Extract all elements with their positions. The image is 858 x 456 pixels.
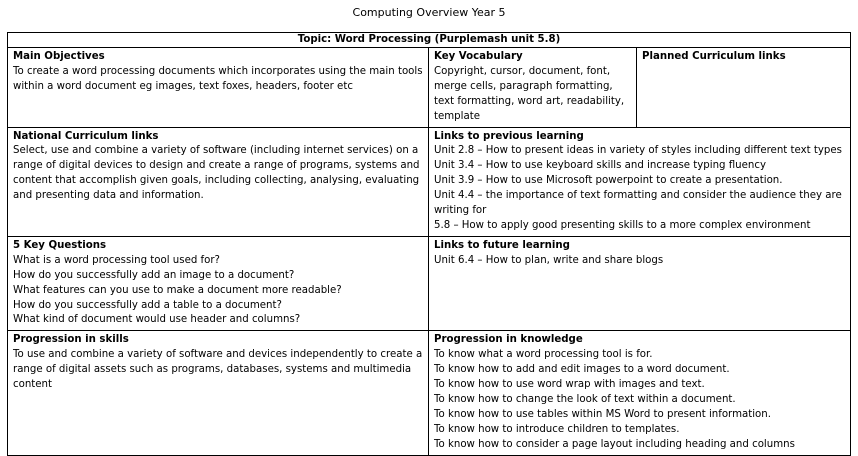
- key-questions-heading: 5 Key Questions: [13, 239, 107, 251]
- key-questions-cell: [8, 236, 429, 330]
- future-learning-cell: [429, 236, 851, 330]
- national-curriculum-cell: [8, 127, 429, 236]
- future-learning-item: Unit 6.4 – How to plan, write and share blogs: [434, 254, 664, 266]
- overview-table: [7, 32, 851, 456]
- progression-knowledge-cell: [429, 331, 851, 455]
- key-question-item: How do you successfully add an image to a document?: [13, 269, 295, 281]
- key-question-item: What features can you use to make a document more readable?: [13, 284, 342, 296]
- progression-row: [8, 331, 851, 455]
- previous-learning-heading: Links to previous learning: [434, 130, 584, 142]
- knowledge-item: To know how to introduce children to templates.: [434, 423, 680, 435]
- planned-curriculum-heading: Planned Curriculum links: [642, 51, 786, 62]
- main-objectives-text: To create a word processing documents which incorporates using the main tools within a word document eg images, text foxes, headers, footer etc: [13, 65, 423, 92]
- key-vocabulary-heading: Key Vocabulary: [434, 51, 523, 62]
- knowledge-item: To know how to add and edit images to a word document.: [434, 364, 730, 376]
- planned-curriculum-cell: [637, 48, 851, 128]
- key-vocabulary-cell: [429, 48, 637, 128]
- objectives-row: [8, 48, 851, 128]
- document-title: Computing Overview Year 5: [352, 6, 506, 19]
- knowledge-item: To know what a word processing tool is for.: [434, 349, 653, 361]
- future-learning-heading: Links to future learning: [434, 239, 570, 251]
- previous-learning-cell: [429, 127, 851, 236]
- national-curriculum-heading: National Curriculum links: [13, 130, 159, 142]
- previous-learning-item: 5.8 – How to apply good presenting skills to a more complex environment: [434, 219, 811, 231]
- progression-skills-text: To use and combine a variety of software and devices independently to create a range of digital assets such as programs, databases, systems and multimedia content: [13, 349, 423, 391]
- main-objectives-cell: [8, 48, 429, 128]
- progression-skills-cell: [8, 331, 429, 455]
- curriculum-row: [8, 127, 851, 236]
- main-objectives-heading: Main Objectives: [13, 51, 105, 62]
- knowledge-item: To know how to use tables within MS Word to present information.: [434, 408, 771, 420]
- key-question-item: What is a word processing tool used for?: [13, 254, 220, 266]
- progression-knowledge-heading: Progression in knowledge: [434, 334, 583, 346]
- previous-learning-item: Unit 2.8 – How to present ideas in variety of styles including different text types: [434, 145, 842, 157]
- knowledge-item: To know how to change the look of text within a document.: [434, 393, 736, 405]
- knowledge-item: To know how to use word wrap with images and text.: [434, 379, 705, 391]
- topic-heading: Topic: Word Processing (Purplemash unit 5.8): [8, 33, 851, 48]
- questions-row: [8, 236, 851, 330]
- topic-row: [8, 33, 851, 48]
- progression-skills-heading: Progression in skills: [13, 334, 129, 346]
- previous-learning-item: Unit 3.9 – How to use Microsoft powerpoint to create a presentation.: [434, 175, 783, 187]
- key-vocabulary-text: Copyright, cursor, document, font, merge cells, paragraph formatting, text formatting, word art, readability, template: [434, 65, 625, 122]
- key-question-item: How do you successfully add a table to a document?: [13, 299, 282, 311]
- national-curriculum-text: Select, use and combine a variety of software (including internet services) on a range of digital devices to design and create a range of programs, systems and content that accomplish given goals, including collecting, analysing, evaluating and presenting data and information.: [13, 145, 420, 202]
- previous-learning-item: Unit 4.4 – the importance of text formatting and consider the audience they are writing for: [434, 190, 842, 217]
- knowledge-item: To know how to consider a page layout including heading and columns: [434, 438, 795, 450]
- key-question-item: What kind of document would use header and columns?: [13, 314, 301, 326]
- previous-learning-item: Unit 3.4 – How to use keyboard skills and increase typing fluency: [434, 160, 766, 172]
